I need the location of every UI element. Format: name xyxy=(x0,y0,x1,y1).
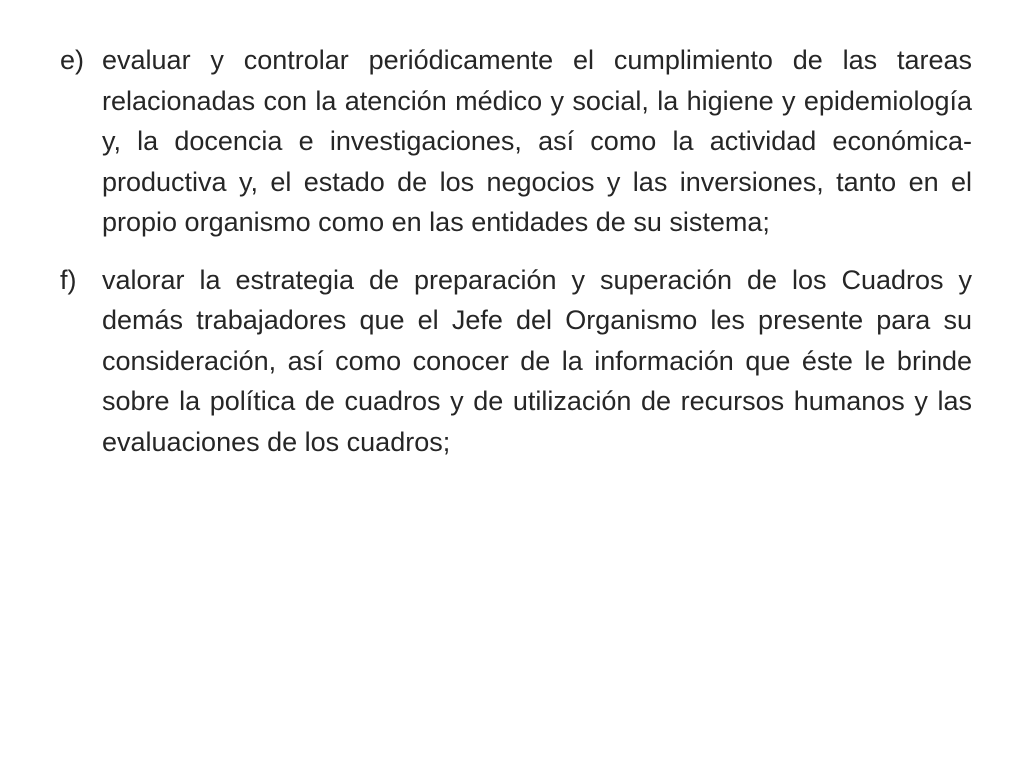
list-item-f xyxy=(60,260,972,463)
list-item-text: valorar la estrategia de preparación y superación de los Cuadros y demás trabajadores que el Jefe del Organismo les presente para su consideración, así como conocer de la información que éste le brinde sobre la política de cuadros y de utilización de recursos humanos y las evaluaciones de los cuadros; xyxy=(102,264,972,457)
list-item-text: evaluar y controlar periódicamente el cumplimiento de las tareas relacionadas con la atención médico y social, la higiene y epidemiología y, la docencia e investigaciones, así como la actividad económica-productiva y, el estado de los negocios y las inversiones, tanto en el propio organismo como en las entidades de su sistema; xyxy=(102,45,972,237)
list-item-e xyxy=(60,40,972,243)
list-item-marker: f) xyxy=(60,264,77,295)
list-item-marker: e) xyxy=(60,45,85,75)
slide-body xyxy=(60,40,972,479)
